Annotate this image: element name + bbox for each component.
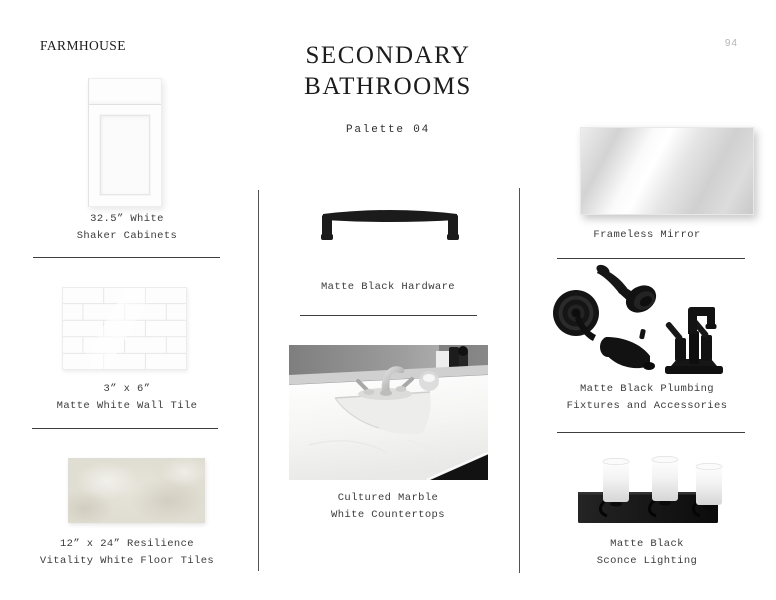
- floor-tile-label-line: 12” x 24” Resilience: [59, 538, 195, 550]
- plumbing-label-line: Matte Black Plumbing: [579, 383, 715, 395]
- floor-tile-image: [68, 458, 205, 523]
- section-divider-wall-tile: [32, 428, 218, 429]
- subway-tile-image: [62, 287, 187, 370]
- section-divider-mirror: [557, 258, 745, 259]
- column-divider-left: [258, 190, 259, 571]
- frameless-mirror-image: [580, 127, 754, 215]
- countertop-label-line: White Countertops: [331, 509, 445, 521]
- wall-tile-label: [27, 381, 227, 415]
- column-divider-right: [519, 188, 520, 573]
- cabinets-label: [27, 211, 227, 245]
- countertop-label-line: Cultured Marble: [337, 492, 439, 504]
- plumbing-label-line: Fixtures and Accessories: [566, 400, 728, 412]
- plumbing-fixtures-image: [552, 263, 747, 378]
- plumbing-label: [547, 381, 747, 415]
- floor-tile-label: [27, 536, 227, 570]
- collection-label: FARMHOUSE: [40, 38, 126, 53]
- cabinet-drawer-front: [89, 79, 161, 105]
- page-title: [268, 40, 508, 102]
- wall-tile-label-line: 3” x 6”: [103, 383, 151, 395]
- mirror-label: [547, 227, 747, 244]
- wall-tile-label-line: Matte White Wall Tile: [56, 400, 198, 412]
- floor-tile-label-line: Vitality White Floor Tiles: [39, 555, 215, 567]
- cabinets-label-line: Shaker Cabinets: [76, 230, 178, 242]
- cabinets-label-line: 32.5” White: [90, 213, 164, 225]
- sconce-label-line: Matte Black: [610, 538, 684, 550]
- section-divider-plumbing: [557, 432, 745, 433]
- countertop-photo: [289, 345, 488, 480]
- section-divider-hardware: [300, 315, 477, 316]
- hardware-label-line: Matte Black Hardware: [320, 281, 456, 293]
- shaker-cabinet-image: [88, 78, 162, 207]
- section-divider-cabinets: [33, 257, 220, 258]
- countertop-label: [288, 490, 488, 524]
- sconce-label-line: Sconce Lighting: [596, 555, 698, 567]
- cabinet-door: [92, 107, 158, 203]
- cabinet-pull-image: [320, 203, 460, 243]
- page-title-line: SECONDARY: [305, 42, 471, 69]
- page-title-line: BATHROOMS: [304, 73, 472, 100]
- cabinet-recessed-panel: [100, 115, 150, 195]
- hardware-label: [288, 279, 488, 296]
- page-number: 94: [724, 38, 738, 49]
- sconce-label: [547, 536, 747, 570]
- sconce-light-image: [573, 452, 725, 527]
- mirror-label-line: Frameless Mirror: [593, 229, 701, 241]
- palette-subtitle: Palette 04: [345, 124, 430, 136]
